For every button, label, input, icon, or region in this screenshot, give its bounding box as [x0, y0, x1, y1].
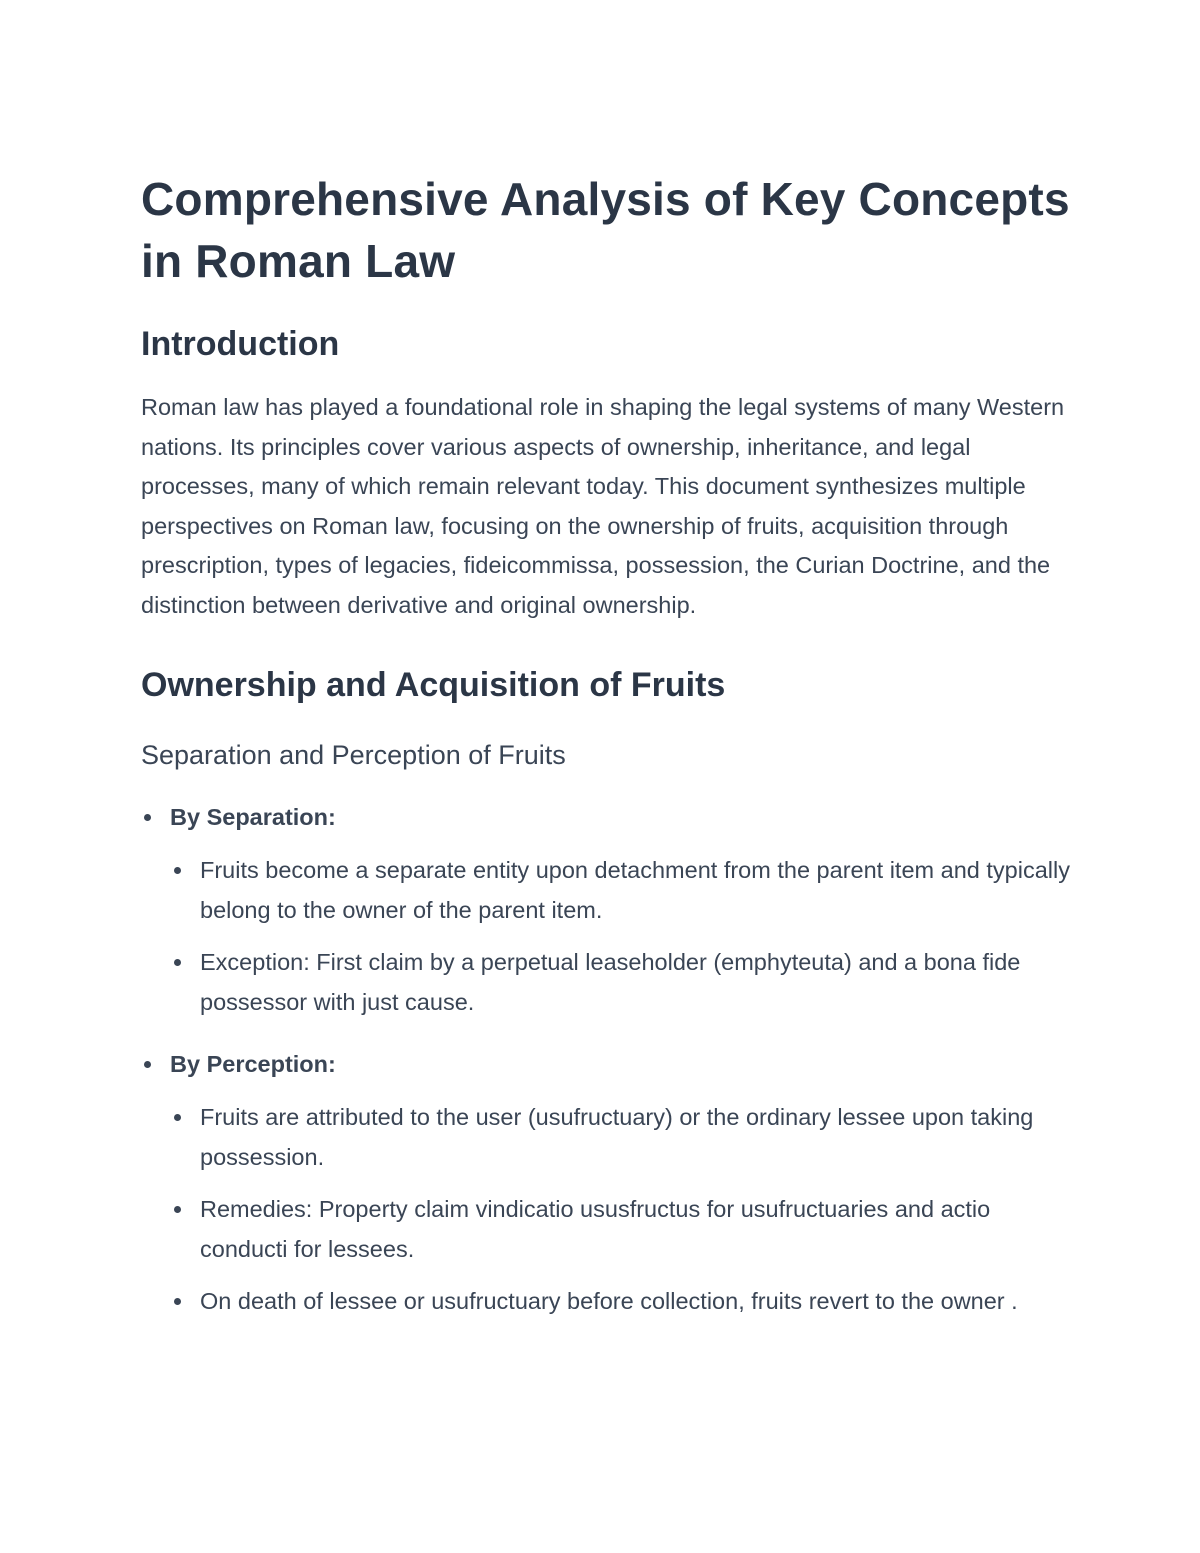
introduction-paragraph: Roman law has played a foundational role in shaping the legal systems of many Western nations. Its principles cover various aspects of ownership, inheritance, and legal processes, many of which remain relevant today. This document synthesizes multiple perspectives on Roman law, focusing on the ownership of fruits, acquisition through prescription, types of legacies, fideicommissa, possession, the Curian Doctrine, and the distinction between derivative and original ownership.	[141, 394, 1065, 618]
fruits-acquisition-list	[141, 797, 1071, 1321]
document-page	[141, 168, 1071, 1321]
sublist-item-text: Remedies: Property claim vindicatio ususfructus for usufructuaries and actio conducti for lessees.	[200, 1196, 991, 1262]
bullet-icon	[144, 1061, 151, 1068]
sublist-item-text: Exception: First claim by a perpetual leaseholder (emphyteuta) and a bona fide possessor with just cause.	[200, 949, 1021, 1015]
list-item-by-perception	[141, 1044, 1071, 1321]
bullet-icon	[174, 1114, 181, 1121]
sublist-item-text: Fruits become a separate entity upon detachment from the parent item and typically belong to the owner of the parent item.	[200, 857, 1070, 923]
bullet-icon	[174, 1206, 181, 1213]
list-item-label: By Perception:	[170, 1051, 336, 1077]
bullet-icon	[174, 1298, 181, 1305]
introduction-heading: Introduction	[141, 325, 340, 363]
sublist-item-text: Fruits are attributed to the user (usufructuary) or the ordinary lessee upon taking possession.	[200, 1104, 1034, 1170]
list-item-label: By Separation:	[170, 804, 336, 830]
list-item-by-separation	[141, 797, 1071, 1022]
ownership-heading: Ownership and Acquisition of Fruits	[141, 666, 726, 704]
sublist-item	[170, 1281, 1071, 1321]
sublist-item	[170, 942, 1071, 1022]
sublist-item	[170, 1189, 1071, 1269]
bullet-icon	[174, 959, 181, 966]
sublist-item-text: On death of lessee or usufructuary before collection, fruits revert to the owner .	[200, 1288, 1018, 1314]
separation-sublist	[170, 850, 1071, 1022]
bullet-icon	[144, 814, 151, 821]
document-title: Comprehensive Analysis of Key Concepts in Roman Law	[141, 173, 1070, 287]
sublist-item	[170, 1097, 1071, 1177]
separation-perception-subheading: Separation and Perception of Fruits	[141, 740, 566, 770]
sublist-item	[170, 850, 1071, 930]
perception-sublist	[170, 1097, 1071, 1321]
bullet-icon	[174, 867, 181, 874]
